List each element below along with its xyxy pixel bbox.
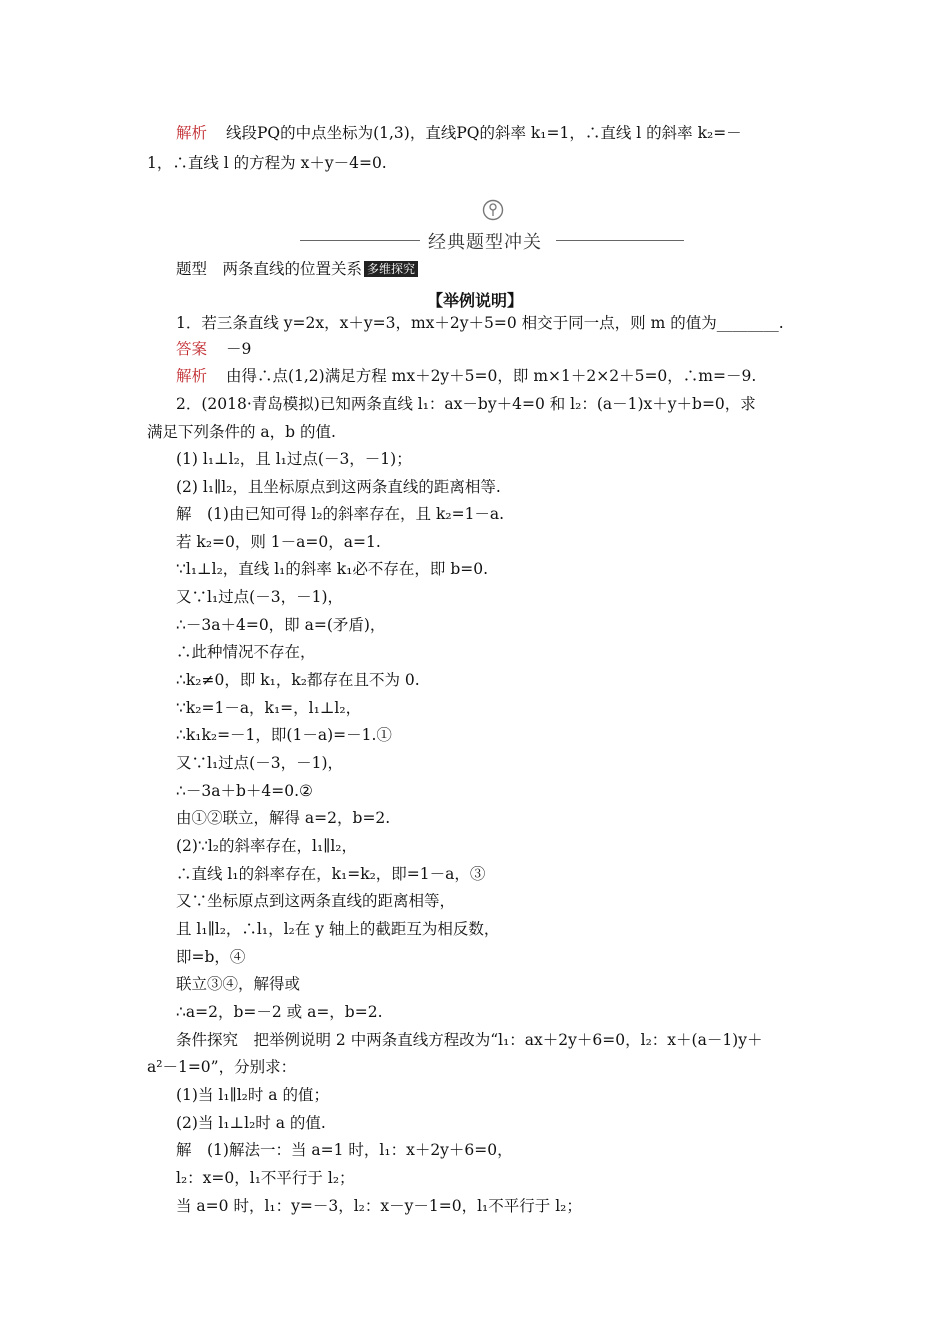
solution-line: ∴－3a＋b＋4=0.②: [176, 782, 313, 800]
divider-right: [556, 240, 684, 241]
topic-line: [176, 259, 418, 279]
solution-line: ∵l₁⊥l₂，直线 l₁的斜率 k₁必不存在，即 b=0.: [176, 560, 489, 578]
explore-solution-2: l₂：x=0，l₁不平行于 l₂；: [176, 1169, 355, 1187]
solution-line: ∴此种情况不存在，: [176, 643, 316, 661]
solution-line: ∴－3a＋4=0，即 a=(矛盾)，: [176, 616, 386, 634]
explore-item-2: (2)当 l₁⊥l₂时 a 的值.: [176, 1114, 326, 1132]
solution-line: 解 (1)由已知可得 l₂的斜率存在，且 k₂=1－a.: [176, 505, 505, 523]
q1-analysis: 由得∴点(1,2)满足方程 mx＋2y＋5=0，即 m×1＋2×2＋5=0，∴m=－9.: [225, 367, 757, 385]
topic-label: 题型 两条直线的位置关系: [176, 260, 363, 278]
solution-line: ∴k₂≠0，即 k₁，k₂都存在且不为 0.: [176, 671, 420, 689]
solution-line: 联立③④，解得或: [176, 975, 301, 993]
topic-badge: 多维探究: [364, 261, 418, 277]
q2-cond-2: (2) l₁∥l₂，且坐标原点到这两条直线的距离相等.: [176, 478, 501, 496]
explore-item-1: (1)当 l₁∥l₂时 a 的值；: [176, 1086, 329, 1104]
explore-line-2: a²－1=0”，分别求：: [147, 1058, 297, 1076]
q1-text: 1．若三条直线 y=2x，x＋y=3，mx＋2y＋5=0 相交于同一点，则 m 的值为________.: [176, 314, 784, 332]
solution-line: (2)∵l₂的斜率存在，l₁∥l₂，: [176, 837, 357, 855]
solution-line: 若 k₂=0，则 1－a=0，a=1.: [176, 533, 381, 551]
explore-line-1: 条件探究 把举例说明 2 中两条直线方程改为“l₁：ax＋2y＋6=0，l₂：x＋(a－1)y＋: [176, 1031, 763, 1049]
key-emblem-icon: [482, 199, 504, 221]
section-title: 经典题型冲关: [426, 228, 544, 254]
divider-left: [300, 240, 420, 241]
q1-analysis-line: [176, 366, 756, 386]
analysis-label-2: 解析: [176, 367, 208, 385]
intro-text: 线段PQ的中点坐标为(1,3)，直线PQ的斜率 k₁=1，∴直线 l 的斜率 k₂=－: [225, 124, 742, 142]
solution-line: 且 l₁∥l₂，∴l₁，l₂在 y 轴上的截距互为相反数，: [176, 920, 500, 938]
solution-line: 又∵l₁过点(－3，－1)，: [176, 588, 343, 606]
solution-line: 即=b，④: [176, 948, 246, 966]
explore-solution-1: 解 (1)解法一：当 a=1 时，l₁：x＋2y＋6=0，: [176, 1141, 513, 1159]
explore-solution-3: 当 a=0 时，l₁：y=－3，l₂：x－y－1=0，l₁不平行于 l₂；: [176, 1197, 582, 1215]
solution-line: 又∵l₁过点(－3，－1)，: [176, 754, 343, 772]
solution-line: ∴直线 l₁的斜率存在，k₁=k₂，即=1－a，③: [176, 865, 486, 883]
answer-label: 答案: [176, 340, 208, 358]
solution-line: 由①②联立，解得 a=2，b=2.: [176, 809, 391, 827]
solution-line: 又∵坐标原点到这两条直线的距离相等，: [176, 892, 456, 910]
q2-line-2: 满足下列条件的 a，b 的值.: [147, 423, 336, 441]
intro-line-1: [176, 123, 742, 143]
q1-answer-line: [176, 339, 251, 359]
solution-line: ∴k₁k₂=－1，即(1－a)=－1.①: [176, 726, 392, 744]
q1-answer: －9: [225, 340, 252, 358]
solution-line: ∴a=2，b=－2 或 a=，b=2.: [176, 1003, 383, 1021]
example-heading: 【举例说明】: [426, 291, 523, 310]
solution-line: ∵k₂=1－a，k₁=，l₁⊥l₂，: [176, 699, 362, 717]
analysis-label: 解析: [176, 124, 208, 142]
q2-line-1: 2．(2018·青岛模拟)已知两条直线 l₁：ax－by＋4=0 和 l₂：(a－1)x＋y＋b=0，求: [176, 395, 756, 413]
q2-cond-1: (1) l₁⊥l₂，且 l₁过点(－3，－1)；: [176, 450, 412, 468]
intro-line-2: 1，∴直线 l 的方程为 x＋y－4=0.: [147, 154, 387, 172]
